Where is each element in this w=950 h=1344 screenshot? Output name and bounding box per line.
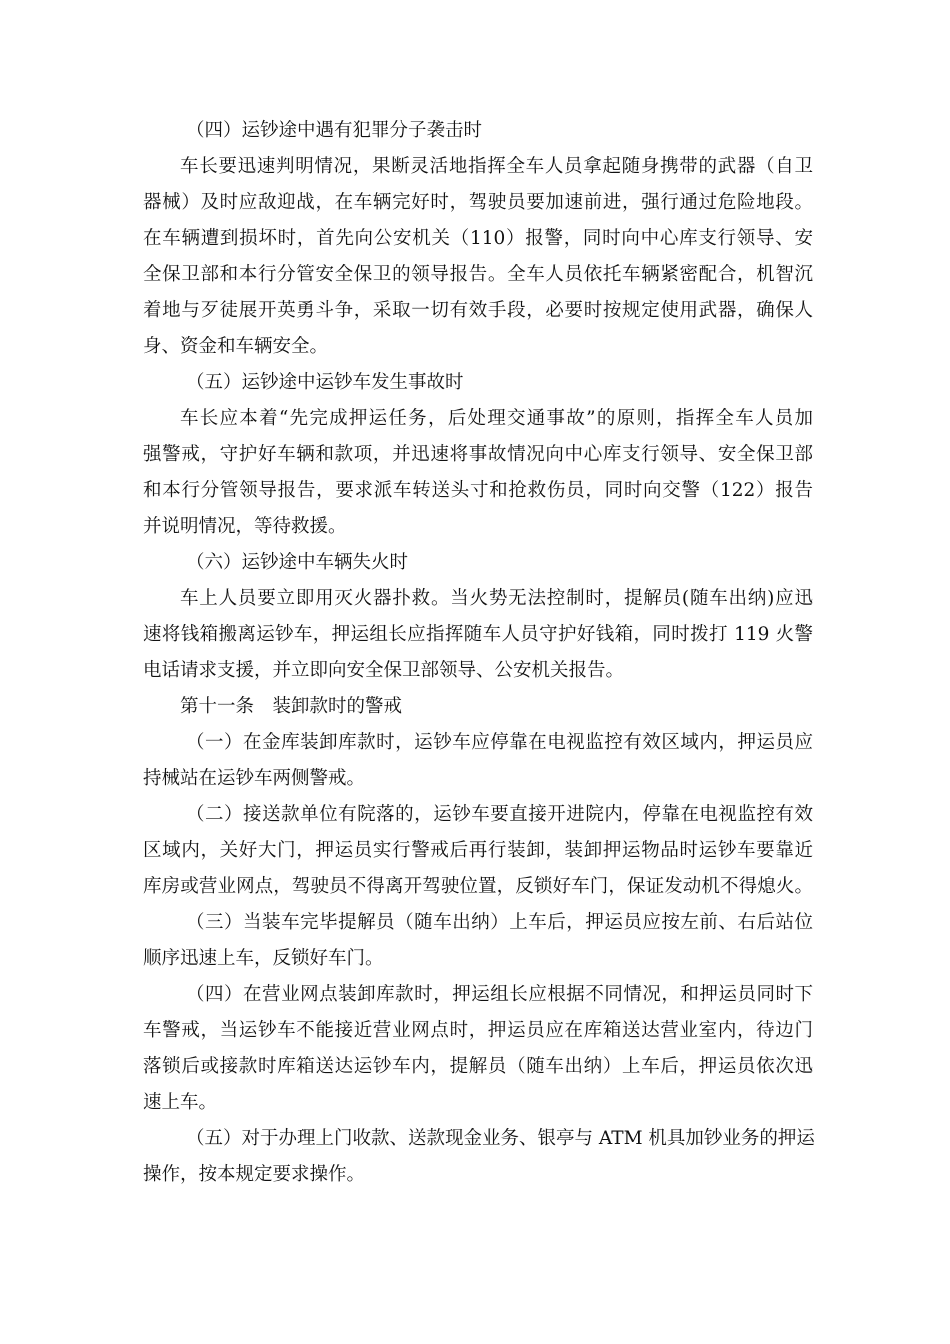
paragraph-line: 身、资金和车辆安全。 bbox=[143, 336, 329, 357]
paragraph-line: （三）当装车完毕提解员（随车出纳）上车后，押运员应按左前、右后站位 bbox=[186, 912, 813, 933]
paragraph-line: （二）接送款单位有院落的，运钞车要直接开进院内，停靠在电视监控有效 bbox=[186, 804, 813, 825]
paragraph-line: 车长应本着“先完成押运任务，后处理交通事故”的原则，指挥全车人员加 bbox=[180, 408, 813, 429]
paragraph-line: （五）对于办理上门收款、送款现金业务、银亭与 ATM 机具加钞业务的押运 bbox=[186, 1128, 815, 1149]
paragraph-line: 器械）及时应敌迎战，在车辆完好时，驾驶员要加速前进，强行通过危险地段。 bbox=[143, 192, 813, 213]
paragraph-line: 持械站在运钞车两侧警戒。 bbox=[143, 768, 366, 789]
paragraph-line: 速上车。 bbox=[143, 1092, 218, 1113]
paragraph-line: （四）在营业网点装卸库款时，押运组长应根据不同情况，和押运员同时下 bbox=[186, 984, 813, 1005]
paragraph-line: 电话请求支援，并立即向安全保卫部领导、公安机关报告。 bbox=[143, 660, 625, 681]
paragraph-line: 库房或营业网点，驾驶员不得离开驾驶位置，反锁好车门，保证发动机不得熄火。 bbox=[143, 876, 813, 897]
section-heading-6: （六）运钞途中车辆失火时 bbox=[186, 552, 409, 573]
paragraph-line: 在车辆遭到损坏时，首先向公安机关（110）报警，同时向中心库支行领导、安 bbox=[143, 228, 813, 249]
section-heading-4: （四）运钞途中遇有犯罪分子袭击时 bbox=[186, 120, 483, 141]
paragraph-line: 着地与歹徒展开英勇斗争，采取一切有效手段，必要时按规定使用武器，确保人 bbox=[143, 300, 813, 321]
paragraph-line: 并说明情况，等待救援。 bbox=[143, 516, 347, 537]
article-title: 第十一条 装卸款时的警戒 bbox=[180, 696, 403, 717]
paragraph-line: 速将钱箱搬离运钞车，押运组长应指挥随车人员守护好钱箱，同时拨打 119 火警 bbox=[143, 624, 813, 645]
paragraph-line: 落锁后或接款时库箱送达运钞车内，提解员（随车出纳）上车后，押运员依次迅 bbox=[143, 1056, 813, 1077]
paragraph-line: 车长要迅速判明情况，果断灵活地指挥全车人员拿起随身携带的武器（自卫 bbox=[180, 156, 813, 177]
paragraph-line: 顺序迅速上车，反锁好车门。 bbox=[143, 948, 384, 969]
document-body bbox=[143, 113, 813, 1193]
paragraph-line: 操作，按本规定要求操作。 bbox=[143, 1164, 366, 1185]
paragraph-line: 区域内，关好大门，押运员实行警戒后再行装卸，装卸押运物品时运钞车要靠近 bbox=[143, 840, 813, 861]
section-heading-5: （五）运钞途中运钞车发生事故时 bbox=[186, 372, 464, 393]
paragraph-line: （一）在金库装卸库款时，运钞车应停靠在电视监控有效区域内，押运员应 bbox=[186, 732, 813, 753]
paragraph-line: 和本行分管领导报告，要求派车转送头寸和抢救伤员，同时向交警（122）报告 bbox=[143, 480, 813, 501]
paragraph-line: 车警戒，当运钞车不能接近营业网点时，押运员应在库箱送达营业室内，待边门 bbox=[143, 1020, 813, 1041]
paragraph-line: 车上人员要立即用灭火器扑救。当火势无法控制时，提解员(随车出纳)应迅 bbox=[180, 588, 813, 609]
paragraph-line: 强警戒，守护好车辆和款项，并迅速将事故情况向中心库支行领导、安全保卫部 bbox=[143, 444, 813, 465]
paragraph-line: 全保卫部和本行分管安全保卫的领导报告。全车人员依托车辆紧密配合，机智沉 bbox=[143, 264, 813, 285]
